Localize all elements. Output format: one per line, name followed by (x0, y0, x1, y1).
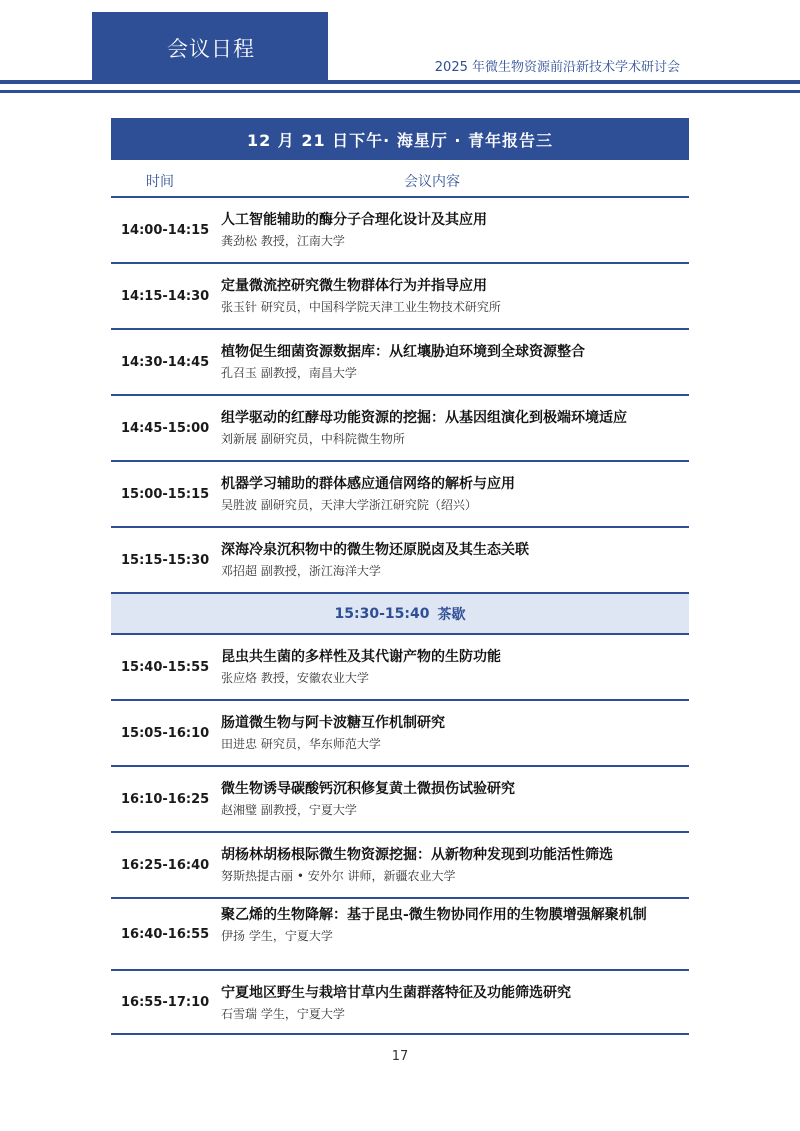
schedule-table (111, 118, 689, 1035)
speaker-info: 张玉针 研究员，中国科学院天津工业生物技术研究所 (221, 300, 501, 314)
section-title: 会议日程 (92, 12, 328, 84)
table-row (111, 899, 689, 971)
table-row (111, 330, 689, 396)
session-time: 15:15-15:30 (121, 552, 210, 568)
talk-title: 宁夏地区野生与栽培甘草内生菌群落特征及功能筛选研究 (221, 985, 571, 1001)
talk-title: 定量微流控研究微生物群体行为并指导应用 (221, 278, 487, 294)
talk-title: 机器学习辅助的群体感应通信网络的解析与应用 (221, 476, 515, 492)
table-row (111, 833, 689, 899)
table-row (111, 767, 689, 833)
tea-break-row (111, 594, 689, 635)
speaker-info: 石雪瑞 学生，宁夏大学 (221, 1007, 345, 1021)
speaker-info: 刘新展 副研究员，中科院微生物所 (221, 432, 405, 446)
session-time: 14:15-14:30 (121, 288, 210, 304)
session-time: 16:25-16:40 (121, 857, 210, 873)
talk-title: 深海冷泉沉积物中的微生物还原脱卤及其生态关联 (221, 542, 529, 558)
speaker-info: 邓招超 副教授，浙江海洋大学 (221, 564, 381, 578)
table-row (111, 264, 689, 330)
table-row (111, 198, 689, 264)
session-time: 15:00-15:15 (121, 486, 210, 502)
talk-title: 胡杨林胡杨根际微生物资源挖掘：从新物种发现到功能活性筛选 (221, 847, 613, 863)
table-row (111, 635, 689, 701)
conference-name: 2025 年微生物资源前沿新技术学术研讨会 (434, 60, 680, 75)
session-time: 15:40-15:55 (121, 659, 210, 675)
page-number: 17 (391, 1049, 409, 1064)
speaker-info: 伊扬 学生，宁夏大学 (221, 929, 333, 943)
talk-title: 植物促生细菌资源数据库：从红壤胁迫环境到全球资源整合 (221, 344, 585, 360)
talk-title: 微生物诱导碳酸钙沉积修复黄土微损伤试验研究 (221, 781, 515, 797)
session-time: 14:30-14:45 (121, 354, 210, 370)
speaker-info: 龚劲松 教授，江南大学 (221, 234, 345, 248)
table-row (111, 528, 689, 594)
table-row (111, 701, 689, 767)
speaker-info: 田进忠 研究员，华东师范大学 (221, 737, 381, 751)
session-time: 16:10-16:25 (121, 791, 210, 807)
speaker-info: 孔召玉 副教授，南昌大学 (221, 366, 357, 380)
session-time: 14:45-15:00 (121, 420, 210, 436)
break-time: 15:30-15:40 (334, 605, 430, 622)
speaker-info: 努斯热提古丽 • 安外尔 讲师，新疆农业大学 (221, 869, 456, 883)
speaker-info: 张应烙 教授，安徽农业大学 (221, 671, 369, 685)
speaker-info: 赵湘璧 副教授，宁夏大学 (221, 803, 357, 817)
table-header (111, 160, 689, 198)
column-header-time: 时间 (146, 174, 174, 190)
session-time: 15:05-16:10 (121, 725, 210, 741)
talk-title: 昆虫共生菌的多样性及其代谢产物的生防功能 (221, 649, 501, 665)
header-line (0, 90, 800, 93)
session-time: 16:55-17:10 (121, 994, 210, 1010)
table-title: 12 月 21 日下午· 海星厅 · 青年报告三 (111, 118, 689, 160)
talk-title: 人工智能辅助的酶分子合理化设计及其应用 (221, 212, 487, 228)
break-label: 茶歇 (437, 606, 466, 623)
session-time: 14:00-14:15 (121, 222, 210, 238)
session-time: 16:40-16:55 (121, 926, 210, 942)
table-row (111, 971, 689, 1035)
talk-title: 聚乙烯的生物降解：基于昆虫-微生物协同作用的生物膜增强解聚机制 (221, 907, 647, 923)
talk-title: 组学驱动的红酵母功能资源的挖掘：从基因组演化到极端环境适应 (221, 410, 627, 426)
header-band (0, 80, 800, 84)
table-row (111, 462, 689, 528)
column-header-content: 会议内容 (404, 174, 460, 190)
talk-title: 肠道微生物与阿卡波糖互作机制研究 (221, 715, 445, 731)
speaker-info: 吴胜波 副研究员，天津大学浙江研究院（绍兴） (221, 498, 477, 512)
table-row (111, 396, 689, 462)
